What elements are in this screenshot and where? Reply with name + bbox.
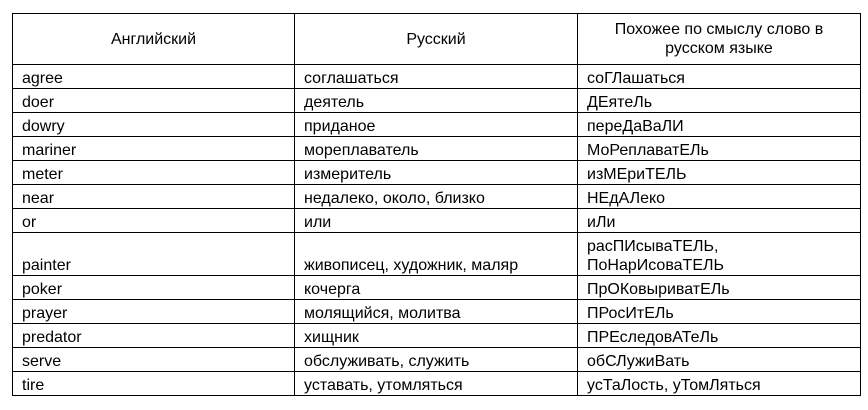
cell-english: poker	[13, 276, 295, 300]
table-row	[13, 276, 861, 300]
table-row	[13, 372, 861, 396]
cell-russian: живописец, художник, маляр	[295, 233, 578, 276]
cell-russian: мореплаватель	[295, 137, 578, 161]
cell-english: doer	[13, 89, 295, 113]
cell-russian: уставать, утомляться	[295, 372, 578, 396]
cell-english: mariner	[13, 137, 295, 161]
cell-similar: МоРеплаватЕЛь	[578, 137, 861, 161]
cell-similar: обСЛужиВать	[578, 348, 861, 372]
cell-similar: ПРЕследовАТеЛь	[578, 324, 861, 348]
cell-english: dowry	[13, 113, 295, 137]
table-row	[13, 161, 861, 185]
cell-english: or	[13, 209, 295, 233]
cell-similar: изМЕриТЕЛЬ	[578, 161, 861, 185]
table-row	[13, 209, 861, 233]
cell-english: tire	[13, 372, 295, 396]
cell-russian: измеритель	[295, 161, 578, 185]
cell-similar	[578, 233, 861, 276]
table-row	[13, 89, 861, 113]
table-row	[13, 300, 861, 324]
cell-russian: кочерга	[295, 276, 578, 300]
cell-english: predator	[13, 324, 295, 348]
table-row	[13, 113, 861, 137]
cell-russian: приданое	[295, 113, 578, 137]
cell-russian: недалеко, около, близко	[295, 185, 578, 209]
cell-similar: ПРосИтЕЛь	[578, 300, 861, 324]
cell-russian: или	[295, 209, 578, 233]
cell-english: meter	[13, 161, 295, 185]
header-english: Английский	[13, 14, 295, 65]
cell-english: near	[13, 185, 295, 209]
cell-russian: хищник	[295, 324, 578, 348]
cell-similar: НЕдАЛеко	[578, 185, 861, 209]
cell-similar: переДаВаЛИ	[578, 113, 861, 137]
table-row	[13, 324, 861, 348]
table-header-row	[13, 14, 861, 65]
cell-english: serve	[13, 348, 295, 372]
cell-similar: ДЕятеЛь	[578, 89, 861, 113]
cell-english: painter	[13, 233, 295, 276]
table-row	[13, 185, 861, 209]
vocabulary-table	[12, 13, 861, 396]
cell-english: prayer	[13, 300, 295, 324]
header-similar-word: Похожее по смыслу слово в русском языке	[578, 14, 861, 65]
cell-russian: соглашаться	[295, 65, 578, 89]
cell-russian: обслуживать, служить	[295, 348, 578, 372]
cell-similar: ПрОКовыриватЕЛь	[578, 276, 861, 300]
cell-similar: усТаЛость, уТомЛяться	[578, 372, 861, 396]
cell-russian: деятель	[295, 89, 578, 113]
cell-russian: молящийся, молитва	[295, 300, 578, 324]
table-row	[13, 233, 861, 276]
header-russian: Русский	[295, 14, 578, 65]
cell-similar: соГЛашаться	[578, 65, 861, 89]
cell-similar: иЛи	[578, 209, 861, 233]
table-row	[13, 348, 861, 372]
cell-english: agree	[13, 65, 295, 89]
table-row	[13, 65, 861, 89]
table-row	[13, 137, 861, 161]
cell-similar-text: расПИсываТЕЛЬ, ПоНарИсоваТЕЛЬ	[587, 238, 724, 274]
